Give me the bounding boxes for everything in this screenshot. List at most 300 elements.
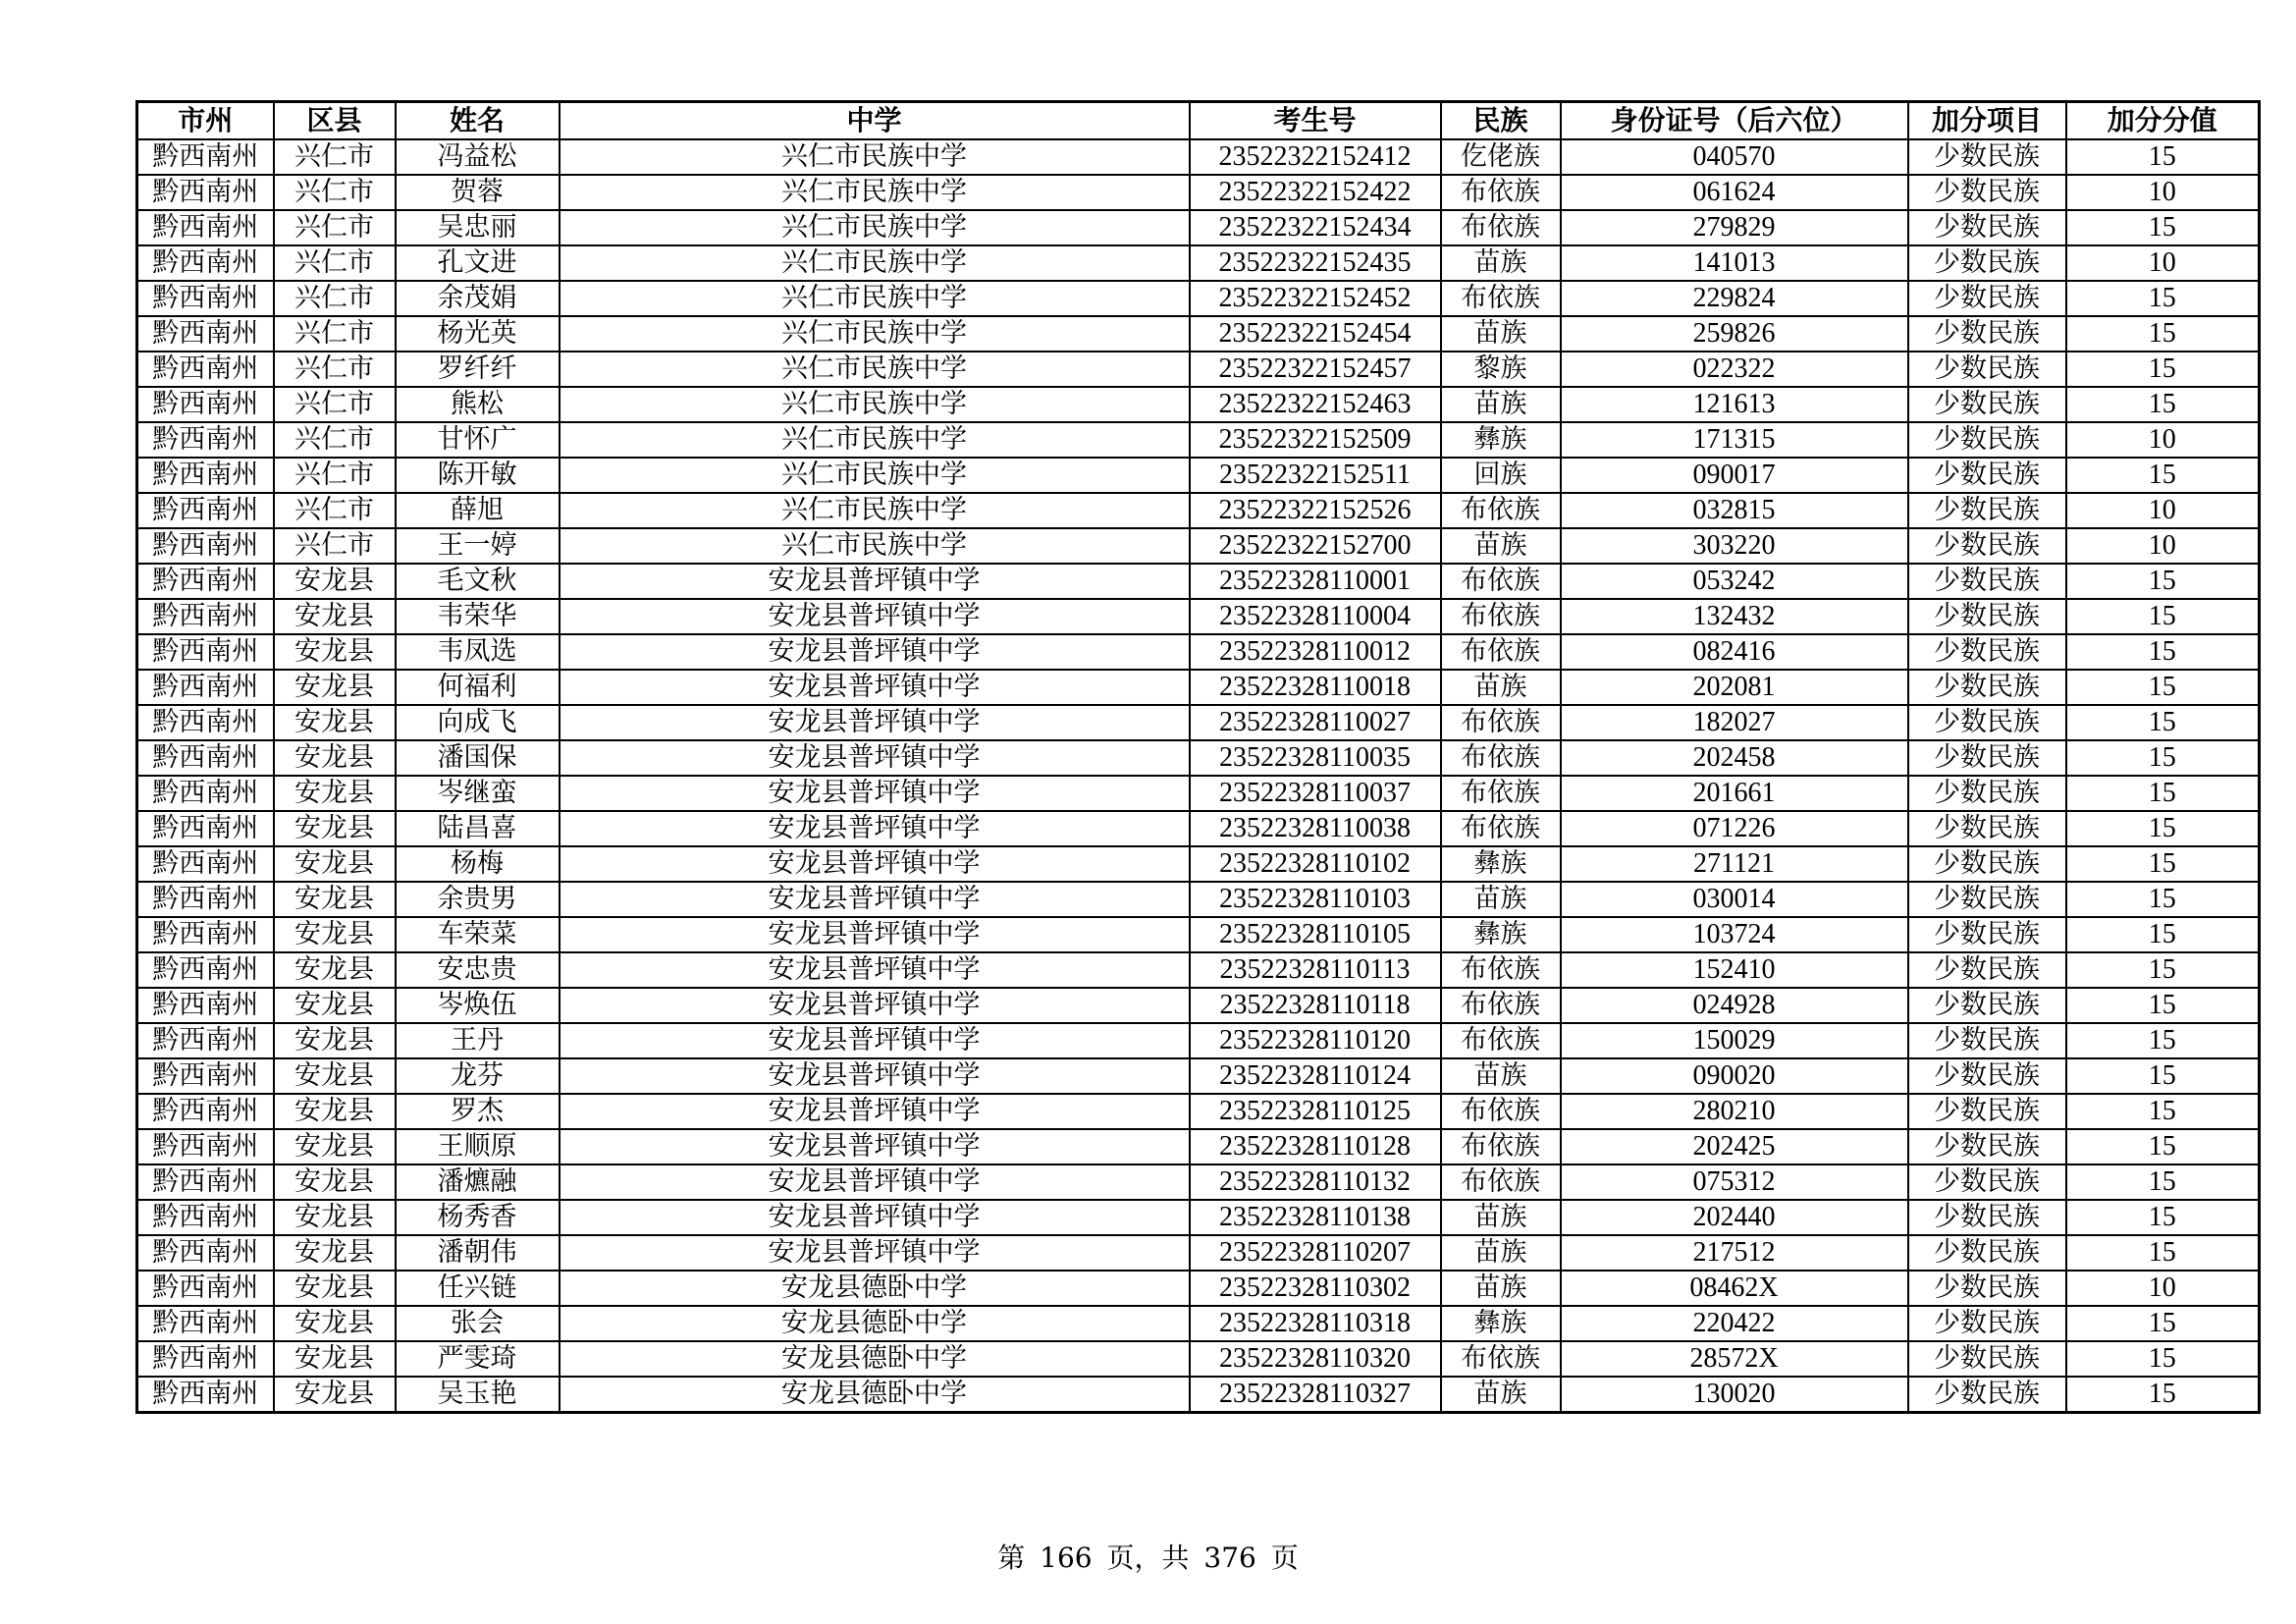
- cell-school: 安龙县普坪镇中学: [560, 1058, 1190, 1094]
- cell-exam-number: 23522328110302: [1190, 1271, 1441, 1306]
- cell-ethnicity: 布依族: [1441, 705, 1561, 740]
- table-row: [137, 1058, 2260, 1094]
- cell-name: 安忠贵: [396, 952, 560, 988]
- cell-bonus-points: 15: [2066, 1129, 2260, 1164]
- cell-exam-number: 23522328110035: [1190, 740, 1441, 776]
- table-row: [137, 564, 2260, 599]
- cell-ethnicity: 布依族: [1441, 175, 1561, 210]
- cell-school: 兴仁市民族中学: [560, 316, 1190, 352]
- cell-name: 杨光英: [396, 316, 560, 352]
- cell-bonus-points: 15: [2066, 670, 2260, 705]
- cell-bonus-points: 15: [2066, 387, 2260, 422]
- cell-ethnicity: 黎族: [1441, 352, 1561, 387]
- cell-name: 吴忠丽: [396, 210, 560, 245]
- cell-bonus-item: 少数民族: [1908, 175, 2066, 210]
- cell-city: 黔西南州: [137, 422, 274, 458]
- cell-exam-number: 23522322152412: [1190, 139, 1441, 175]
- cell-id-last-six: 103724: [1561, 917, 1908, 952]
- cell-ethnicity: 彝族: [1441, 1306, 1561, 1341]
- table-row: [137, 1306, 2260, 1341]
- cell-exam-number: 23522322152509: [1190, 422, 1441, 458]
- cell-name: 岑继蛮: [396, 776, 560, 811]
- cell-county: 兴仁市: [274, 210, 396, 245]
- cell-name: 余贵男: [396, 882, 560, 917]
- cell-city: 黔西南州: [137, 988, 274, 1023]
- cell-name: 薛旭: [396, 493, 560, 528]
- cell-city: 黔西南州: [137, 387, 274, 422]
- cell-id-last-six: 279829: [1561, 210, 1908, 245]
- cell-id-last-six: 152410: [1561, 952, 1908, 988]
- table-row: [137, 740, 2260, 776]
- cell-county: 兴仁市: [274, 139, 396, 175]
- header-city: 市州: [137, 102, 274, 140]
- cell-county: 兴仁市: [274, 175, 396, 210]
- cell-bonus-item: 少数民族: [1908, 281, 2066, 316]
- cell-id-last-six: 121613: [1561, 387, 1908, 422]
- cell-bonus-item: 少数民族: [1908, 387, 2066, 422]
- table-row: [137, 1129, 2260, 1164]
- cell-bonus-points: 15: [2066, 1235, 2260, 1271]
- cell-county: 安龙县: [274, 1023, 396, 1058]
- cell-name: 王顺原: [396, 1129, 560, 1164]
- cell-exam-number: 23522328110118: [1190, 988, 1441, 1023]
- cell-bonus-item: 少数民族: [1908, 316, 2066, 352]
- table-row: [137, 210, 2260, 245]
- cell-bonus-points: 15: [2066, 1164, 2260, 1200]
- cell-county: 安龙县: [274, 1235, 396, 1271]
- cell-school: 兴仁市民族中学: [560, 281, 1190, 316]
- cell-county: 安龙县: [274, 1058, 396, 1094]
- cell-name: 张会: [396, 1306, 560, 1341]
- cell-exam-number: 23522328110102: [1190, 846, 1441, 882]
- cell-bonus-points: 15: [2066, 1058, 2260, 1094]
- cell-ethnicity: 彝族: [1441, 917, 1561, 952]
- cell-id-last-six: 171315: [1561, 422, 1908, 458]
- table-row: [137, 705, 2260, 740]
- cell-id-last-six: 082416: [1561, 634, 1908, 670]
- cell-exam-number: 23522328110124: [1190, 1058, 1441, 1094]
- cell-city: 黔西南州: [137, 1377, 274, 1413]
- cell-school: 安龙县普坪镇中学: [560, 776, 1190, 811]
- table-row: [137, 1023, 2260, 1058]
- cell-county: 兴仁市: [274, 422, 396, 458]
- cell-id-last-six: 28572X: [1561, 1341, 1908, 1377]
- cell-bonus-item: 少数民族: [1908, 599, 2066, 634]
- cell-bonus-points: 15: [2066, 1023, 2260, 1058]
- cell-school: 安龙县普坪镇中学: [560, 740, 1190, 776]
- cell-exam-number: 23522328110113: [1190, 952, 1441, 988]
- cell-id-last-six: 08462X: [1561, 1271, 1908, 1306]
- cell-city: 黔西南州: [137, 564, 274, 599]
- cell-county: 安龙县: [274, 1341, 396, 1377]
- table-row: [137, 458, 2260, 493]
- cell-ethnicity: 布依族: [1441, 740, 1561, 776]
- cell-bonus-item: 少数民族: [1908, 811, 2066, 846]
- cell-bonus-points: 15: [2066, 917, 2260, 952]
- cell-county: 安龙县: [274, 1377, 396, 1413]
- cell-exam-number: 23522322152457: [1190, 352, 1441, 387]
- cell-exam-number: 23522328110128: [1190, 1129, 1441, 1164]
- cell-ethnicity: 苗族: [1441, 670, 1561, 705]
- document-page: [135, 100, 2258, 1414]
- cell-name: 韦荣华: [396, 599, 560, 634]
- cell-city: 黔西南州: [137, 1094, 274, 1129]
- cell-bonus-item: 少数民族: [1908, 245, 2066, 281]
- cell-exam-number: 23522328110012: [1190, 634, 1441, 670]
- cell-county: 安龙县: [274, 670, 396, 705]
- cell-bonus-item: 少数民族: [1908, 1271, 2066, 1306]
- cell-exam-number: 23522328110103: [1190, 882, 1441, 917]
- table-row: [137, 316, 2260, 352]
- cell-name: 王丹: [396, 1023, 560, 1058]
- cell-bonus-points: 10: [2066, 493, 2260, 528]
- cell-city: 黔西南州: [137, 175, 274, 210]
- cell-id-last-six: 150029: [1561, 1023, 1908, 1058]
- table-row: [137, 1271, 2260, 1306]
- cell-ethnicity: 布依族: [1441, 952, 1561, 988]
- table-row: [137, 139, 2260, 175]
- table-row: [137, 1341, 2260, 1377]
- table-row: [137, 988, 2260, 1023]
- cell-school: 安龙县普坪镇中学: [560, 1200, 1190, 1235]
- cell-ethnicity: 苗族: [1441, 1200, 1561, 1235]
- cell-ethnicity: 布依族: [1441, 1094, 1561, 1129]
- cell-id-last-six: 202425: [1561, 1129, 1908, 1164]
- page-footer: 第 166 页，共 376 页: [997, 1542, 1299, 1574]
- cell-school: 安龙县普坪镇中学: [560, 705, 1190, 740]
- header-name: 姓名: [396, 102, 560, 140]
- table-row: [137, 776, 2260, 811]
- cell-id-last-six: 090017: [1561, 458, 1908, 493]
- cell-school: 安龙县德卧中学: [560, 1377, 1190, 1413]
- cell-county: 安龙县: [274, 705, 396, 740]
- cell-exam-number: 23522328110018: [1190, 670, 1441, 705]
- cell-county: 安龙县: [274, 1200, 396, 1235]
- table-row: [137, 917, 2260, 952]
- cell-id-last-six: 132432: [1561, 599, 1908, 634]
- cell-bonus-item: 少数民族: [1908, 740, 2066, 776]
- header-county: 区县: [274, 102, 396, 140]
- cell-bonus-points: 15: [2066, 281, 2260, 316]
- header-id-last-six: 身份证号（后六位）: [1561, 102, 1908, 140]
- cell-bonus-points: 15: [2066, 210, 2260, 245]
- cell-exam-number: 23522322152452: [1190, 281, 1441, 316]
- table-row: [137, 175, 2260, 210]
- cell-bonus-points: 15: [2066, 882, 2260, 917]
- cell-bonus-points: 15: [2066, 988, 2260, 1023]
- cell-school: 安龙县普坪镇中学: [560, 1023, 1190, 1058]
- cell-exam-number: 23522328110038: [1190, 811, 1441, 846]
- cell-ethnicity: 布依族: [1441, 1164, 1561, 1200]
- cell-city: 黔西南州: [137, 1271, 274, 1306]
- cell-bonus-points: 10: [2066, 245, 2260, 281]
- cell-city: 黔西南州: [137, 952, 274, 988]
- cell-city: 黔西南州: [137, 1058, 274, 1094]
- cell-school: 兴仁市民族中学: [560, 422, 1190, 458]
- cell-school: 安龙县普坪镇中学: [560, 1235, 1190, 1271]
- cell-ethnicity: 苗族: [1441, 387, 1561, 422]
- cell-city: 黔西南州: [137, 139, 274, 175]
- cell-school: 兴仁市民族中学: [560, 458, 1190, 493]
- cell-school: 安龙县普坪镇中学: [560, 1129, 1190, 1164]
- cell-exam-number: 23522322152463: [1190, 387, 1441, 422]
- cell-school: 安龙县普坪镇中学: [560, 952, 1190, 988]
- table-row: [137, 634, 2260, 670]
- cell-name: 余茂娟: [396, 281, 560, 316]
- cell-bonus-item: 少数民族: [1908, 882, 2066, 917]
- cell-county: 安龙县: [274, 952, 396, 988]
- cell-id-last-six: 071226: [1561, 811, 1908, 846]
- cell-ethnicity: 布依族: [1441, 1341, 1561, 1377]
- cell-name: 任兴链: [396, 1271, 560, 1306]
- cell-bonus-points: 15: [2066, 811, 2260, 846]
- cell-city: 黔西南州: [137, 882, 274, 917]
- table-header-row: [137, 102, 2260, 140]
- header-exam-number: 考生号: [1190, 102, 1441, 140]
- cell-bonus-item: 少数民族: [1908, 1200, 2066, 1235]
- cell-city: 黔西南州: [137, 245, 274, 281]
- cell-ethnicity: 苗族: [1441, 316, 1561, 352]
- cell-id-last-six: 202440: [1561, 1200, 1908, 1235]
- cell-city: 黔西南州: [137, 1341, 274, 1377]
- cell-school: 安龙县德卧中学: [560, 1306, 1190, 1341]
- cell-ethnicity: 苗族: [1441, 1271, 1561, 1306]
- cell-city: 黔西南州: [137, 670, 274, 705]
- cell-county: 兴仁市: [274, 387, 396, 422]
- cell-ethnicity: 苗族: [1441, 1377, 1561, 1413]
- cell-id-last-six: 130020: [1561, 1377, 1908, 1413]
- cell-city: 黔西南州: [137, 1200, 274, 1235]
- cell-county: 安龙县: [274, 740, 396, 776]
- cell-ethnicity: 苗族: [1441, 245, 1561, 281]
- cell-bonus-points: 15: [2066, 740, 2260, 776]
- cell-name: 杨秀香: [396, 1200, 560, 1235]
- cell-exam-number: 23522322152454: [1190, 316, 1441, 352]
- cell-county: 安龙县: [274, 564, 396, 599]
- cell-name: 甘怀广: [396, 422, 560, 458]
- cell-school: 兴仁市民族中学: [560, 352, 1190, 387]
- cell-exam-number: 23522322152511: [1190, 458, 1441, 493]
- table-body: [137, 139, 2260, 1413]
- cell-exam-number: 23522328110105: [1190, 917, 1441, 952]
- cell-bonus-points: 10: [2066, 1271, 2260, 1306]
- cell-id-last-six: 303220: [1561, 528, 1908, 564]
- cell-city: 黔西南州: [137, 210, 274, 245]
- cell-id-last-six: 022322: [1561, 352, 1908, 387]
- cell-name: 岑焕伍: [396, 988, 560, 1023]
- cell-city: 黔西南州: [137, 1129, 274, 1164]
- bonus-points-table: [135, 100, 2261, 1414]
- cell-exam-number: 23522322152700: [1190, 528, 1441, 564]
- cell-bonus-points: 15: [2066, 316, 2260, 352]
- cell-bonus-item: 少数民族: [1908, 776, 2066, 811]
- cell-ethnicity: 布依族: [1441, 1129, 1561, 1164]
- table-row: [137, 846, 2260, 882]
- cell-bonus-item: 少数民族: [1908, 458, 2066, 493]
- table-row: [137, 245, 2260, 281]
- cell-county: 安龙县: [274, 1129, 396, 1164]
- cell-ethnicity: 布依族: [1441, 811, 1561, 846]
- cell-ethnicity: 布依族: [1441, 634, 1561, 670]
- cell-name: 潘爊融: [396, 1164, 560, 1200]
- cell-id-last-six: 024928: [1561, 988, 1908, 1023]
- cell-exam-number: 23522328110125: [1190, 1094, 1441, 1129]
- table-row: [137, 1377, 2260, 1413]
- cell-exam-number: 23522322152422: [1190, 175, 1441, 210]
- table-row: [137, 811, 2260, 846]
- cell-ethnicity: 布依族: [1441, 1023, 1561, 1058]
- cell-exam-number: 23522328110027: [1190, 705, 1441, 740]
- cell-school: 兴仁市民族中学: [560, 245, 1190, 281]
- cell-name: 严雯琦: [396, 1341, 560, 1377]
- cell-id-last-six: 061624: [1561, 175, 1908, 210]
- cell-bonus-item: 少数民族: [1908, 846, 2066, 882]
- cell-exam-number: 23522328110138: [1190, 1200, 1441, 1235]
- header-school: 中学: [560, 102, 1190, 140]
- cell-bonus-item: 少数民族: [1908, 1058, 2066, 1094]
- cell-county: 安龙县: [274, 882, 396, 917]
- cell-name: 何福利: [396, 670, 560, 705]
- cell-exam-number: 23522328110001: [1190, 564, 1441, 599]
- cell-name: 杨梅: [396, 846, 560, 882]
- cell-city: 黔西南州: [137, 846, 274, 882]
- cell-ethnicity: 苗族: [1441, 528, 1561, 564]
- cell-ethnicity: 仡佬族: [1441, 139, 1561, 175]
- cell-city: 黔西南州: [137, 634, 274, 670]
- cell-bonus-item: 少数民族: [1908, 1129, 2066, 1164]
- cell-county: 安龙县: [274, 1164, 396, 1200]
- cell-bonus-item: 少数民族: [1908, 210, 2066, 245]
- cell-bonus-item: 少数民族: [1908, 670, 2066, 705]
- header-ethnicity: 民族: [1441, 102, 1561, 140]
- cell-city: 黔西南州: [137, 917, 274, 952]
- table-row: [137, 387, 2260, 422]
- cell-school: 安龙县普坪镇中学: [560, 988, 1190, 1023]
- cell-bonus-points: 15: [2066, 1094, 2260, 1129]
- table-row: [137, 599, 2260, 634]
- table-row: [137, 952, 2260, 988]
- cell-id-last-six: 030014: [1561, 882, 1908, 917]
- cell-school: 安龙县德卧中学: [560, 1341, 1190, 1377]
- cell-ethnicity: 苗族: [1441, 1235, 1561, 1271]
- cell-city: 黔西南州: [137, 740, 274, 776]
- cell-school: 安龙县普坪镇中学: [560, 1164, 1190, 1200]
- cell-school: 安龙县普坪镇中学: [560, 917, 1190, 952]
- table-row: [137, 281, 2260, 316]
- cell-city: 黔西南州: [137, 493, 274, 528]
- cell-name: 贺蓉: [396, 175, 560, 210]
- cell-bonus-points: 15: [2066, 352, 2260, 387]
- cell-ethnicity: 布依族: [1441, 493, 1561, 528]
- table-row: [137, 352, 2260, 387]
- cell-school: 安龙县普坪镇中学: [560, 564, 1190, 599]
- cell-county: 兴仁市: [274, 528, 396, 564]
- cell-ethnicity: 布依族: [1441, 599, 1561, 634]
- cell-name: 罗纤纤: [396, 352, 560, 387]
- cell-bonus-points: 15: [2066, 599, 2260, 634]
- cell-bonus-points: 15: [2066, 776, 2260, 811]
- cell-bonus-item: 少数民族: [1908, 1341, 2066, 1377]
- cell-county: 安龙县: [274, 917, 396, 952]
- cell-school: 兴仁市民族中学: [560, 139, 1190, 175]
- cell-bonus-points: 10: [2066, 528, 2260, 564]
- table-row: [137, 670, 2260, 705]
- cell-ethnicity: 苗族: [1441, 1058, 1561, 1094]
- cell-bonus-item: 少数民族: [1908, 1235, 2066, 1271]
- cell-id-last-six: 217512: [1561, 1235, 1908, 1271]
- table-row: [137, 493, 2260, 528]
- cell-school: 兴仁市民族中学: [560, 528, 1190, 564]
- cell-county: 兴仁市: [274, 316, 396, 352]
- cell-name: 陆昌喜: [396, 811, 560, 846]
- cell-exam-number: 23522328110318: [1190, 1306, 1441, 1341]
- cell-name: 吴玉艳: [396, 1377, 560, 1413]
- cell-bonus-item: 少数民族: [1908, 1023, 2066, 1058]
- cell-id-last-six: 259826: [1561, 316, 1908, 352]
- cell-id-last-six: 141013: [1561, 245, 1908, 281]
- cell-school: 安龙县普坪镇中学: [560, 811, 1190, 846]
- cell-bonus-points: 15: [2066, 634, 2260, 670]
- cell-city: 黔西南州: [137, 1164, 274, 1200]
- cell-exam-number: 23522322152435: [1190, 245, 1441, 281]
- cell-county: 安龙县: [274, 634, 396, 670]
- cell-bonus-item: 少数民族: [1908, 952, 2066, 988]
- cell-name: 冯益松: [396, 139, 560, 175]
- cell-city: 黔西南州: [137, 281, 274, 316]
- cell-bonus-item: 少数民族: [1908, 493, 2066, 528]
- header-bonus-points: 加分分值: [2066, 102, 2260, 140]
- cell-ethnicity: 布依族: [1441, 281, 1561, 316]
- table-row: [137, 422, 2260, 458]
- cell-bonus-item: 少数民族: [1908, 1377, 2066, 1413]
- cell-exam-number: 23522328110327: [1190, 1377, 1441, 1413]
- cell-bonus-item: 少数民族: [1908, 705, 2066, 740]
- cell-school: 安龙县普坪镇中学: [560, 634, 1190, 670]
- cell-name: 向成飞: [396, 705, 560, 740]
- cell-id-last-six: 229824: [1561, 281, 1908, 316]
- cell-bonus-item: 少数民族: [1908, 1164, 2066, 1200]
- cell-name: 龙芬: [396, 1058, 560, 1094]
- cell-bonus-points: 15: [2066, 458, 2260, 493]
- cell-ethnicity: 布依族: [1441, 776, 1561, 811]
- cell-county: 安龙县: [274, 599, 396, 634]
- cell-bonus-points: 15: [2066, 705, 2260, 740]
- cell-county: 安龙县: [274, 811, 396, 846]
- cell-bonus-item: 少数民族: [1908, 988, 2066, 1023]
- cell-bonus-item: 少数民族: [1908, 917, 2066, 952]
- cell-name: 潘国保: [396, 740, 560, 776]
- cell-exam-number: 23522322152526: [1190, 493, 1441, 528]
- cell-exam-number: 23522328110004: [1190, 599, 1441, 634]
- cell-name: 熊松: [396, 387, 560, 422]
- cell-county: 安龙县: [274, 988, 396, 1023]
- cell-city: 黔西南州: [137, 705, 274, 740]
- cell-bonus-points: 15: [2066, 1306, 2260, 1341]
- cell-county: 安龙县: [274, 846, 396, 882]
- cell-bonus-points: 15: [2066, 1377, 2260, 1413]
- cell-exam-number: 23522328110132: [1190, 1164, 1441, 1200]
- cell-id-last-six: 182027: [1561, 705, 1908, 740]
- cell-bonus-item: 少数民族: [1908, 564, 2066, 599]
- cell-bonus-item: 少数民族: [1908, 352, 2066, 387]
- cell-exam-number: 23522328110037: [1190, 776, 1441, 811]
- cell-bonus-points: 15: [2066, 564, 2260, 599]
- cell-ethnicity: 苗族: [1441, 882, 1561, 917]
- cell-city: 黔西南州: [137, 458, 274, 493]
- cell-school: 安龙县普坪镇中学: [560, 846, 1190, 882]
- cell-county: 兴仁市: [274, 245, 396, 281]
- cell-county: 兴仁市: [274, 281, 396, 316]
